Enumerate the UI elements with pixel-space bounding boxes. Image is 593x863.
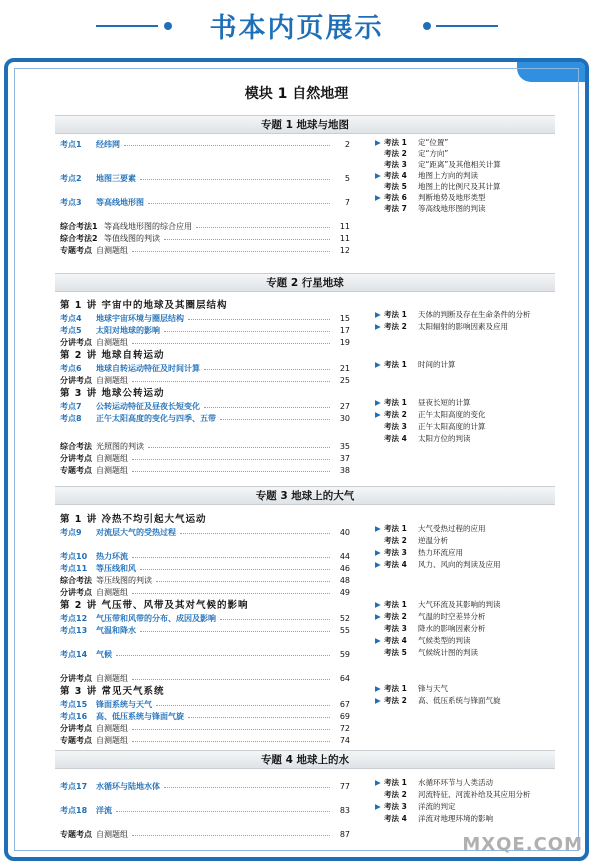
method-label: 考法 5	[384, 648, 407, 657]
toc-row-title: 等高线地形图	[96, 198, 144, 207]
contents-frame	[4, 58, 589, 861]
method-text: 地图上的比例尺及其计算	[418, 182, 501, 191]
method-text: 定“位置”	[418, 138, 449, 147]
toc-row-title: 经纬网	[96, 140, 120, 149]
toc-row-title: 自测题组	[96, 724, 128, 733]
arrow-icon: ▶	[375, 171, 381, 180]
toc-row-title: 自测题组	[96, 376, 128, 385]
toc-row-title: 水循环与陆地水体	[96, 782, 160, 791]
toc-row-page: 49	[339, 588, 350, 597]
toc-row-page: 64	[339, 674, 350, 683]
method-text: 太阳方位的判读	[418, 434, 471, 443]
toc-row-leader	[156, 705, 330, 706]
method-item	[375, 777, 493, 788]
method-label: 考法 4	[384, 814, 407, 823]
toc-row-leader	[132, 459, 330, 460]
method-text: 太阳辐射的影响因素及应用	[418, 322, 508, 331]
method-item	[375, 599, 501, 610]
method-text: 定“距离”及其他相关计算	[418, 160, 501, 169]
method-label: 考法 1	[384, 600, 407, 609]
toc-row-page: 15	[339, 314, 350, 323]
method-text: 昼夜长短的计算	[418, 398, 471, 407]
method-item	[375, 523, 486, 534]
toc-row-page: 35	[339, 442, 350, 451]
toc-row[interactable]	[60, 337, 350, 349]
method-item	[375, 789, 531, 800]
toc-row-page: 11	[339, 222, 350, 231]
toc-row-leader	[164, 787, 330, 788]
method-item	[375, 203, 486, 214]
method-text: 等高线地形图的判读	[418, 204, 486, 213]
toc-row-title: 地球宇宙环境与圈层结构	[96, 314, 184, 323]
method-item	[375, 409, 486, 420]
toc-row-label: 考点14	[60, 650, 88, 659]
toc-row-title: 等高线地形图的综合应用	[104, 222, 192, 231]
toc-row-label: 考点4	[60, 314, 82, 323]
toc-row-label: 考点8	[60, 414, 82, 423]
toc-row-title: 高、低压系统与锋面气旋	[96, 712, 184, 721]
toc-row[interactable]	[60, 781, 350, 793]
method-label: 考法 3	[384, 160, 407, 169]
toc-row-label: 分讲考点	[60, 376, 92, 385]
toc-row-title: 热力环流	[96, 552, 128, 561]
toc-row-leader	[132, 729, 330, 730]
method-label: 考法 4	[384, 636, 407, 645]
method-label: 考法 2	[384, 612, 407, 621]
method-text: 逆温分析	[418, 536, 448, 545]
lecture-heading: 第 1 讲 冷热不均引起大气运动	[60, 514, 207, 525]
method-item	[375, 170, 478, 181]
arrow-icon: ▶	[375, 684, 381, 693]
toc-row[interactable]	[60, 575, 350, 587]
toc-row-page: 21	[339, 364, 350, 373]
method-label: 考法 6	[384, 193, 407, 202]
toc-row-label: 分讲考点	[60, 674, 92, 683]
method-label: 考法 7	[384, 204, 407, 213]
toc-row-leader	[164, 239, 330, 240]
arrow-icon: ▶	[375, 193, 381, 202]
topic-band: 专题 2 行星地球	[55, 273, 555, 292]
toc-row-page: 38	[339, 466, 350, 475]
toc-row-leader	[132, 343, 330, 344]
lecture-heading: 第 2 讲 气压带、风带及其对气候的影响	[60, 600, 249, 611]
toc-row-page: 37	[339, 454, 350, 463]
toc-row-page: 27	[339, 402, 350, 411]
method-label: 考法 4	[384, 434, 407, 443]
method-text: 洋流的判定	[418, 802, 456, 811]
toc-row[interactable]	[60, 313, 350, 325]
toc-row-label: 分讲考点	[60, 454, 92, 463]
method-item	[375, 647, 478, 658]
method-item	[375, 309, 531, 320]
toc-row-label: 专题考点	[60, 736, 92, 745]
method-label: 考法 3	[384, 422, 407, 431]
arrow-icon: ▶	[375, 636, 381, 645]
toc-row[interactable]	[60, 805, 350, 817]
arrow-icon: ▶	[375, 360, 381, 369]
toc-row-label: 考点7	[60, 402, 82, 411]
method-item	[375, 547, 463, 558]
method-item	[375, 623, 486, 634]
method-text: 天体的判断及存在生命条件的分析	[418, 310, 531, 319]
method-text: 气候统计图的判读	[418, 648, 478, 657]
toc-row-leader	[132, 741, 330, 742]
toc-row-page: 5	[344, 174, 350, 183]
toc-row-label: 考点15	[60, 700, 88, 709]
toc-row-label: 考点10	[60, 552, 88, 561]
toc-row-title: 锋面系统与天气	[96, 700, 152, 709]
method-item	[375, 635, 471, 646]
toc-row-page: 25	[339, 376, 350, 385]
method-item	[375, 359, 456, 370]
method-text: 降水的影响因素分析	[418, 624, 486, 633]
toc-row-leader	[156, 581, 330, 582]
method-text: 正午太阳高度的变化	[418, 410, 486, 419]
method-label: 考法 3	[384, 802, 407, 811]
toc-row-title: 太阳对地球的影响	[96, 326, 160, 335]
method-item	[375, 192, 486, 203]
toc-row-leader	[148, 447, 330, 448]
toc-row-leader	[180, 533, 330, 534]
method-label: 考法 2	[384, 322, 407, 331]
arrow-icon: ▶	[375, 398, 381, 407]
toc-row[interactable]	[60, 245, 350, 257]
toc-row-title: 等压线和风	[96, 564, 136, 573]
toc-row-leader	[204, 369, 330, 370]
toc-row[interactable]	[60, 587, 350, 599]
page-title: 书本内页展示	[209, 13, 384, 44]
lecture-heading: 第 1 讲 宇宙中的地球及其圈层结构	[60, 300, 228, 311]
toc-row-title: 公转运动特征及昼夜长短变化	[96, 402, 200, 411]
arrow-icon: ▶	[375, 696, 381, 705]
toc-row[interactable]	[60, 735, 350, 747]
method-label: 考法 1	[384, 360, 407, 369]
toc-row[interactable]	[60, 551, 350, 563]
toc-row-page: 74	[339, 736, 350, 745]
toc-row-title: 正午太阳高度的变化与四季、五带	[96, 414, 216, 423]
toc-row-label: 考点16	[60, 712, 88, 721]
toc-row-leader	[116, 655, 330, 656]
arrow-icon: ▶	[375, 802, 381, 811]
toc-row-title: 地球自转运动特征及时间计算	[96, 364, 200, 373]
method-text: 时间的计算	[418, 360, 456, 369]
toc-row[interactable]	[60, 723, 350, 735]
toc-row-leader	[132, 251, 330, 252]
arrow-icon: ▶	[375, 322, 381, 331]
method-label: 考法 1	[384, 524, 407, 533]
toc-row[interactable]	[60, 139, 350, 151]
toc-row[interactable]	[60, 325, 350, 337]
toc-row-page: 19	[339, 338, 350, 347]
toc-row-leader	[132, 679, 330, 680]
toc-row-label: 考点5	[60, 326, 82, 335]
lecture-heading: 第 2 讲 地球自转运动	[60, 350, 165, 361]
toc-row[interactable]	[60, 465, 350, 477]
toc-row[interactable]	[60, 649, 350, 661]
toc-row-label: 考点11	[60, 564, 88, 573]
toc-row-title: 等压线图的判读	[96, 576, 152, 585]
toc-row-page: 17	[339, 326, 350, 335]
arrow-icon: ▶	[375, 410, 381, 419]
toc-row-title: 自测题组	[96, 588, 128, 597]
toc-row-page: 44	[339, 552, 350, 561]
toc-row-leader	[220, 619, 330, 620]
toc-row-label: 考点17	[60, 782, 88, 791]
topic-band: 专题 1 地球与地图	[55, 115, 555, 134]
header-dot-right	[423, 22, 431, 30]
toc-row-page: 67	[339, 700, 350, 709]
toc-row-leader	[140, 631, 330, 632]
toc-row-label: 考点9	[60, 528, 82, 537]
method-text: 大气环流及其影响的判读	[418, 600, 501, 609]
toc-row-page: 30	[339, 414, 350, 423]
toc-row-label: 综合考法2	[60, 234, 98, 243]
toc-row[interactable]	[60, 197, 350, 209]
module-title: 模块 1 自然地理	[244, 86, 349, 102]
page-header	[0, 0, 593, 52]
toc-row-leader	[140, 179, 330, 180]
toc-row-label: 考点18	[60, 806, 88, 815]
topic-band: 专题 3 地球上的大气	[55, 486, 555, 505]
method-item	[375, 421, 486, 432]
toc-row-leader	[196, 227, 330, 228]
method-item	[375, 433, 471, 444]
toc-row-title: 自测题组	[96, 338, 128, 347]
method-item	[375, 181, 501, 192]
contents-page	[14, 68, 579, 851]
method-text: 正午太阳高度的计算	[418, 422, 486, 431]
toc-row[interactable]	[60, 625, 350, 637]
arrow-icon: ▶	[375, 560, 381, 569]
method-label: 考法 1	[384, 684, 407, 693]
toc-row-title: 自测题组	[96, 830, 128, 839]
method-item	[375, 159, 501, 170]
toc-row-title: 气温和降水	[96, 626, 136, 635]
toc-row-label: 专题考点	[60, 830, 92, 839]
toc-row-label: 专题考点	[60, 246, 92, 255]
toc-row-title: 光照图的判读	[96, 442, 144, 451]
method-text: 大气受热过程的应用	[418, 524, 486, 533]
toc-row-page: 48	[339, 576, 350, 585]
toc-row-label: 综合考法	[60, 442, 92, 451]
toc-row-label: 考点13	[60, 626, 88, 635]
method-item	[375, 813, 493, 824]
method-label: 考法 2	[384, 790, 407, 799]
toc-row[interactable]	[60, 441, 350, 453]
method-item	[375, 535, 448, 546]
toc-row-label: 综合考法	[60, 576, 92, 585]
method-label: 考法 4	[384, 560, 407, 569]
method-text: 判断地势及地形类型	[418, 193, 486, 202]
method-text: 水循环环节与人类活动	[418, 778, 493, 787]
toc-row[interactable]	[60, 563, 350, 575]
toc-row-label: 分讲考点	[60, 338, 92, 347]
arrow-icon: ▶	[375, 310, 381, 319]
toc-row-page: 72	[339, 724, 350, 733]
toc-row-title: 自测题组	[96, 674, 128, 683]
toc-row-label: 分讲考点	[60, 724, 92, 733]
toc-row[interactable]	[60, 711, 350, 723]
method-label: 考法 3	[384, 624, 407, 633]
toc-row-leader	[124, 145, 330, 146]
method-text: 高、低压系统与锋面气旋	[418, 696, 501, 705]
toc-row[interactable]	[60, 233, 350, 245]
toc-row-page: 7	[344, 198, 350, 207]
toc-row-page: 59	[339, 650, 350, 659]
toc-row[interactable]	[60, 527, 350, 539]
method-item	[375, 611, 486, 622]
method-text: 气候类型的判读	[418, 636, 471, 645]
lecture-heading: 第 3 讲 常见天气系统	[60, 686, 165, 697]
topic-band: 专题 4 地球上的水	[55, 750, 555, 769]
toc-row-title: 气压带和风带的分布、成因及影响	[96, 614, 216, 623]
lecture-heading: 第 3 讲 地球公转运动	[60, 388, 165, 399]
toc-row-leader	[188, 717, 330, 718]
method-label: 考法 2	[384, 149, 407, 158]
method-label: 考法 1	[384, 398, 407, 407]
method-label: 考法 1	[384, 310, 407, 319]
method-text: 洋流对地理环境的影响	[418, 814, 493, 823]
method-item	[375, 397, 471, 408]
toc-row[interactable]	[60, 221, 350, 233]
toc-row-page: 83	[339, 806, 350, 815]
toc-row-title: 自测题组	[96, 246, 128, 255]
toc-row[interactable]	[60, 673, 350, 685]
toc-row-leader	[204, 407, 330, 408]
method-text: 风力、风向的判读及应用	[418, 560, 501, 569]
toc-row[interactable]	[60, 363, 350, 375]
toc-row-leader	[132, 593, 330, 594]
toc-row-label: 考点3	[60, 198, 82, 207]
method-text: 气温的时空差异分析	[418, 612, 486, 621]
toc-row-leader	[132, 557, 330, 558]
method-label: 考法 2	[384, 536, 407, 545]
toc-row-leader	[188, 319, 330, 320]
toc-row-page: 2	[344, 140, 350, 149]
arrow-icon: ▶	[375, 600, 381, 609]
toc-row-title: 自测题组	[96, 454, 128, 463]
toc-row-page: 52	[339, 614, 350, 623]
toc-row-leader	[132, 381, 330, 382]
toc-row-leader	[164, 331, 330, 332]
toc-row-title: 等值线图的判读	[104, 234, 160, 243]
toc-row-label: 考点2	[60, 174, 82, 183]
method-text: 地图上方向的判读	[418, 171, 478, 180]
toc-row-page: 46	[339, 564, 350, 573]
method-label: 考法 1	[384, 138, 407, 147]
toc-row-page: 69	[339, 712, 350, 721]
toc-row[interactable]	[60, 829, 350, 841]
arrow-icon: ▶	[375, 778, 381, 787]
toc-row[interactable]	[60, 699, 350, 711]
toc-row-title: 地图三要素	[96, 174, 136, 183]
method-label: 考法 5	[384, 182, 407, 191]
toc-row-title: 自测题组	[96, 466, 128, 475]
method-item	[375, 321, 508, 332]
method-item	[375, 683, 448, 694]
toc-row-page: 55	[339, 626, 350, 635]
toc-row-label: 综合考法1	[60, 222, 98, 231]
method-label: 考法 4	[384, 171, 407, 180]
toc-row[interactable]	[60, 375, 350, 387]
toc-row-leader	[132, 471, 330, 472]
arrow-icon: ▶	[375, 612, 381, 621]
toc-row-label: 考点1	[60, 140, 82, 149]
toc-row-leader	[116, 811, 330, 812]
toc-row-title: 自测题组	[96, 736, 128, 745]
toc-row-page: 40	[339, 528, 350, 537]
method-text: 定“方向”	[418, 149, 449, 158]
method-label: 考法 2	[384, 410, 407, 419]
method-item	[375, 137, 448, 148]
method-item	[375, 559, 501, 570]
method-item	[375, 695, 501, 706]
method-label: 考法 2	[384, 696, 407, 705]
toc-row-title: 洋流	[96, 806, 112, 815]
toc-row-page: 87	[339, 830, 350, 839]
toc-row-leader	[140, 569, 330, 570]
method-label: 考法 3	[384, 548, 407, 557]
toc-row-label: 考点12	[60, 614, 88, 623]
method-item	[375, 148, 448, 159]
header-line-right	[436, 25, 498, 27]
toc-row-title: 对流层大气的受热过程	[96, 528, 176, 537]
method-text: 河流特征、河流补给及其应用分析	[418, 790, 531, 799]
toc-row[interactable]	[60, 173, 350, 185]
toc-row[interactable]	[60, 453, 350, 465]
toc-row-page: 77	[339, 782, 350, 791]
toc-row-leader	[132, 835, 330, 836]
arrow-icon: ▶	[375, 548, 381, 557]
toc-row[interactable]	[60, 401, 350, 413]
toc-row-page: 12	[339, 246, 350, 255]
toc-row-leader	[148, 203, 330, 204]
method-label: 考法 1	[384, 778, 407, 787]
arrow-icon: ▶	[375, 524, 381, 533]
toc-row-label: 分讲考点	[60, 588, 92, 597]
toc-row-page: 11	[339, 234, 350, 243]
toc-row-title: 气候	[96, 650, 112, 659]
toc-row[interactable]	[60, 413, 350, 425]
toc-row-label: 考点6	[60, 364, 82, 373]
toc-row-leader	[220, 419, 330, 420]
method-item	[375, 801, 456, 812]
watermark: MXQE.COM	[462, 834, 583, 855]
method-text: 锋与天气	[418, 684, 448, 693]
toc-row-label: 专题考点	[60, 466, 92, 475]
arrow-icon: ▶	[375, 138, 381, 147]
toc-row[interactable]	[60, 613, 350, 625]
method-text: 热力环流应用	[418, 548, 463, 557]
